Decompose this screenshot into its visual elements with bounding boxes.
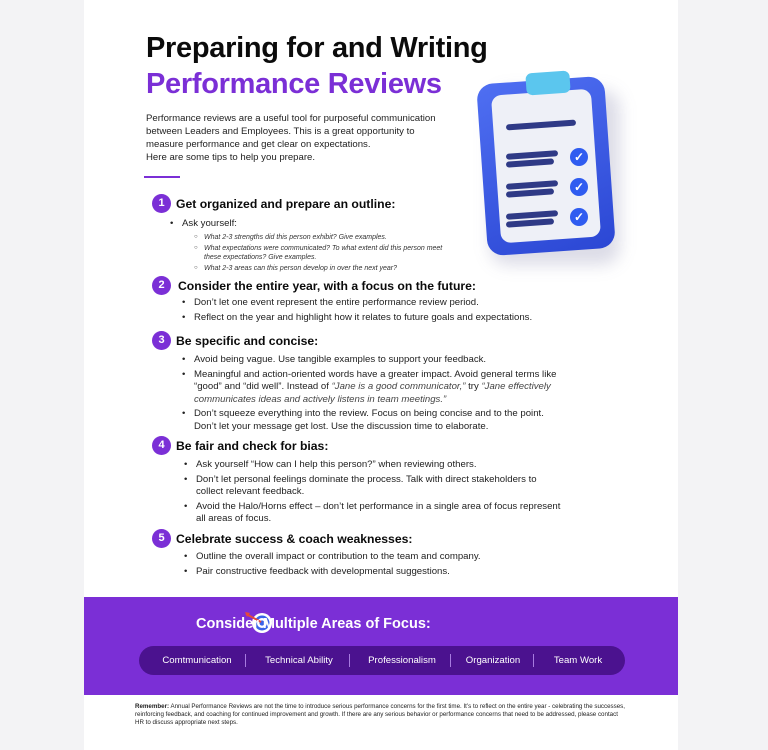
list-item: • Pair constructive feedback with developmental suggestions. (184, 566, 604, 579)
list-item: ○ What 2-3 strengths did this person exhibit? Give examples. (194, 233, 490, 243)
list-item: • Don’t squeeze everything into the review. Focus on being concise and to the point. Don’t let your message get lost. Use the discussion time to elaborate. (182, 408, 602, 433)
list-item: • Meaningful and action-oriented words have a greater impact. Avoid general terms like “good” and “did well”. Instead of “Jane is a good communicator,” try “Jane effectively communicates ideas and actively listens in team meetings.” (182, 369, 602, 407)
focus-item-technical-ability: Technical Ability (265, 655, 333, 666)
clipboard-checklist-icon: ✓ ✓ ✓ (476, 72, 626, 272)
list-item: • Avoid being vague. Use tangible examples to support your feedback. (182, 354, 602, 367)
section-heading-4: Be fair and check for bias: (176, 439, 329, 453)
section-heading-2: Consider the entire year, with a focus on the future: (178, 279, 476, 293)
list-item: • Ask yourself “How can I help this person?” when reviewing others. (184, 459, 604, 472)
page-title-line2: Performance Reviews (146, 68, 442, 100)
section-5-list (184, 551, 604, 580)
focus-item-professionalism: Professionalism (368, 655, 436, 666)
section-number-3: 3 (152, 331, 171, 350)
divider (144, 176, 180, 178)
page-title-line1: Preparing for and Writing (146, 32, 488, 64)
section-3-list (182, 354, 602, 435)
focus-item-organization: Organization (465, 655, 521, 666)
focus-areas-bar (139, 646, 625, 675)
section-number-1: 1 (152, 194, 171, 213)
section-heading-1: Get organized and prepare an outline: (176, 197, 396, 211)
section-number-4: 4 (152, 436, 171, 455)
section-1-list: • Ask yourself: ○ What 2-3 strengths did this person exhibit? Give examples. ○ What expectations were communicated? To what extent did this person meet these expectations? Give examples. ○ What 2-3 areas can this person develop in over the next year? (170, 218, 490, 276)
section-number-5: 5 (152, 529, 171, 548)
focus-item-communication: Comtmunication (162, 655, 232, 666)
list-item: • Reflect on the year and highlight how it relates to future goals and expectations. (182, 312, 602, 325)
list-item: ○ What expectations were communicated? To what extent did this person meet these expectations? Give examples. (194, 244, 490, 263)
section-heading-3: Be specific and concise: (176, 334, 319, 348)
focus-item-team-work: Team Work (553, 655, 603, 666)
section-heading-5: Celebrate success & coach weaknesses: (176, 532, 413, 546)
list-item: • Don’t let one event represent the entire performance review period. (182, 297, 602, 310)
list-item: • Outline the overall impact or contribution to the team and company. (184, 551, 604, 564)
list-item: • Don’t let personal feelings dominate the process. Talk with direct stakeholders to collect relevant feedback. (184, 474, 604, 499)
intro-paragraph: Performance reviews are a useful tool for purposeful communication between Leaders and Employees. This is a great opportunity to measure performance and get clear on expectations. Here are some tips to help you prepare. (146, 113, 436, 163)
section-number-2: 2 (152, 276, 171, 295)
focus-title: Consider Multiple Areas of Focus: (196, 616, 431, 632)
list-item: ○ What 2-3 areas can this person develop in over the next year? (194, 264, 490, 274)
section-2-list (182, 297, 602, 326)
footer-note: Remember: Annual Performance Reviews are not the time to introduce serious performance concerns for the first time. It’s to reflect on the entire year - celebrating the successes, reinforcing feedback, and coaching for continued improvement and growth. If there are any serious behavior or performance concerns that need to be addressed, please contact HR to discuss appropriate next steps. (135, 703, 625, 726)
list-item: • Avoid the Halo/Horns effect – don’t let performance in a single area of focus represent all areas of focus. (184, 501, 604, 526)
section-4-list (184, 459, 604, 528)
